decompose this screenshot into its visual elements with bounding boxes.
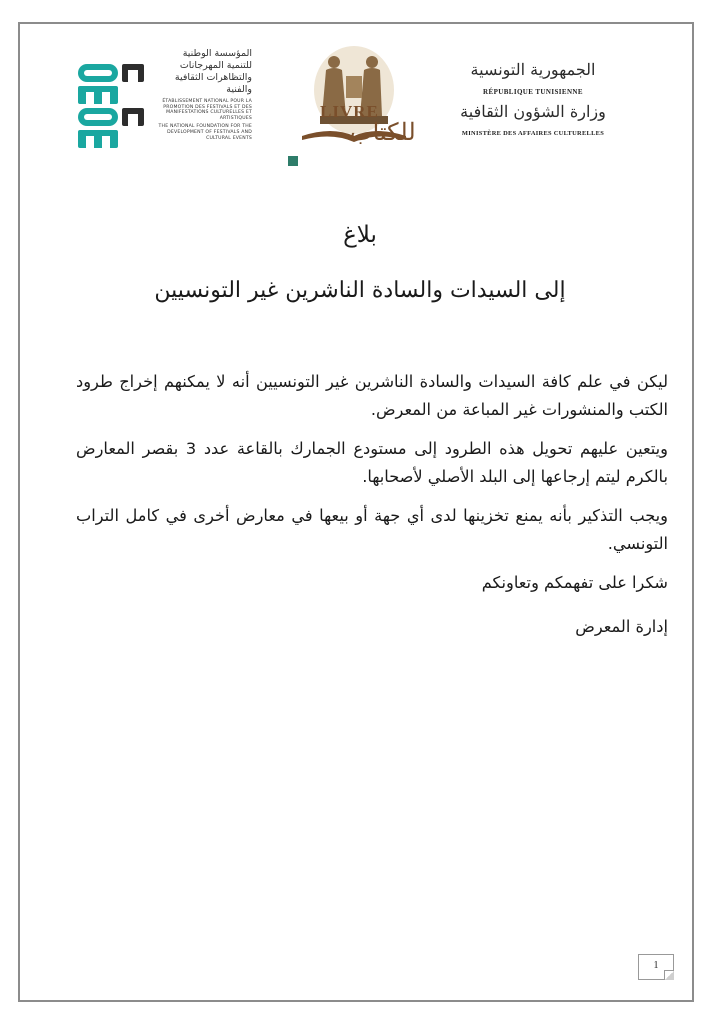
paragraph-1: ليكن في علم كافة السيدات والسادة الناشرين غير التونسيين أنه لا يمكنهم إخراج طرود الكتب والمنشورات غير المباعة من المعرض. [76, 372, 668, 419]
paragraph-3: ويجب التذكير بأنه يمنع تخزينها لدى أي جهة أو بيعها في معارض أخرى في كامل التراب التونسي. [76, 506, 668, 553]
book-fair-logo [284, 40, 424, 180]
establishment-name-en: THE NATIONAL FOUNDATION FOR THE DEVELOPMENT OF FESTIVALS AND CULTURAL EVENTS [158, 124, 252, 141]
page-curl-icon [664, 970, 674, 980]
announcement-title: بلاغ [343, 222, 377, 248]
enmf-monogram-icon [76, 62, 152, 150]
ministry-logo [458, 50, 608, 150]
page-number [638, 954, 674, 980]
establishment-name [156, 48, 252, 141]
book-fair-ar-wordmark: للكتاب [350, 118, 416, 146]
paragraph-2: ويتعين عليهم تحويل هذه الطرود إلى مستودع الجمارك بالقاعة عدد 3 بقصر المعارض بالكرم ليتم إرجاعها إلى البلد الأصلي لأصحابها. [76, 439, 669, 486]
establishment-name-ar: المؤسسة الوطنية للتنمية المهرجانات والتظاهرات الثقافية والفنية [174, 48, 252, 95]
announcement-subtitle: إلى السيدات والسادة الناشرين غير التونسيين [154, 278, 566, 303]
ministry-name-ar: وزارة الشؤون الثقافية [460, 102, 606, 121]
establishment-logo [76, 48, 252, 158]
signature: إدارة المعرض [575, 617, 668, 636]
ministry-name-fr: MINISTÈRE DES AFFAIRES CULTURELLES [461, 130, 605, 137]
announcement-body [76, 368, 668, 652]
republic-name-ar: الجمهورية التونسية [470, 60, 596, 79]
page-number-value: 1 [653, 960, 659, 971]
livre-wordmark: LIVRE [320, 102, 379, 121]
republic-name-fr: RÉPUBLIQUE TUNISIENNE [483, 88, 583, 96]
establishment-name-fr: ÉTABLISSEMENT NATIONAL POUR LA PROMOTION DES FESTIVALS ET DES MANIFESTATIONS CULTURELLES ET ARTISTIQUES [162, 99, 252, 121]
paragraph-4: شكرا على تفهمكم وتعاونكم [481, 573, 668, 592]
